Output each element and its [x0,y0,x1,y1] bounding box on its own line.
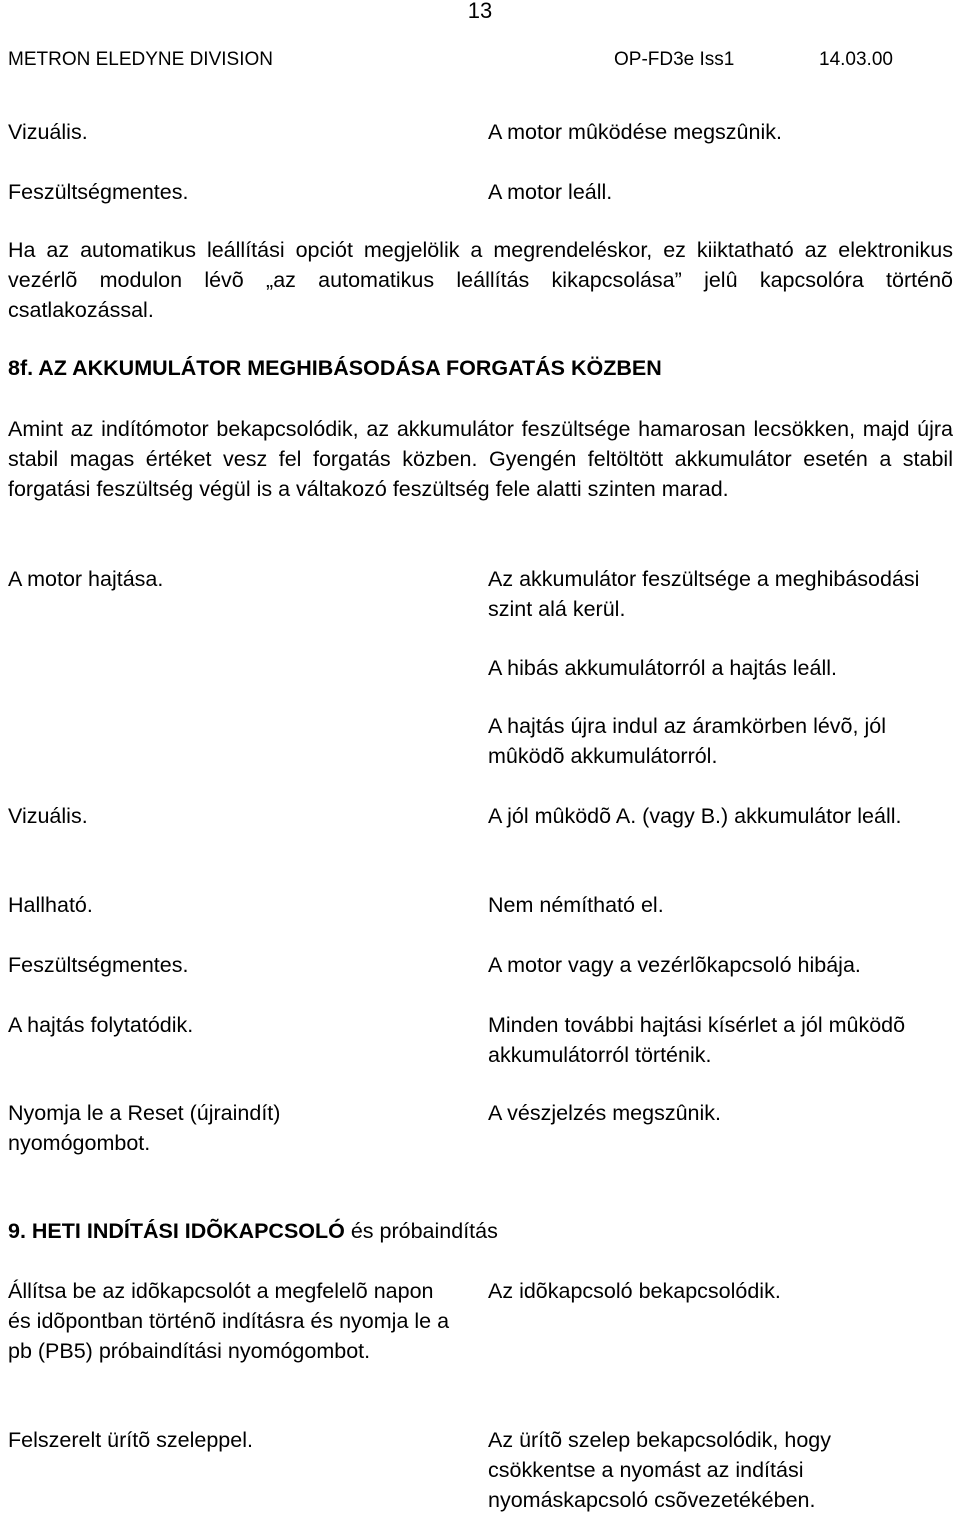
row-right: Minden további hajtási kísérlet a jól mûködõ akkumulátorról történik. [488,1013,906,1067]
section-8f-heading: 8f. AZ AKKUMULÁTOR MEGHIBÁSODÁSA FORGATÁS KÖZBEN [8,356,662,380]
row-left: A motor hajtása. [8,567,164,591]
header-doc-code: OP-FD3e Iss1 [614,49,735,70]
row-left: Állítsa be az idõkapcsolót a megfelelõ napon és idõpontban történõ indításra és nyomja le a pb (PB5) próbaindítási nyomógombot. [8,1279,450,1363]
section-9-heading-rest: és próbaindítás [344,1219,498,1243]
row-right: Az akkumulátor feszültsége a meghibásodási szint alá kerül. [488,567,920,621]
row-left: A hajtás folytatódik. [8,1013,194,1037]
section-9-heading-bold: 9. HETI INDÍTÁSI IDÕKAPCSOLÓ [8,1219,345,1243]
row-right: Az ürítõ szelep bekapcsolódik, hogy csökkentse a nyomást az indítási nyomáskapcsoló csõvezetékében. [488,1428,832,1512]
row-right: A motor leáll. [488,180,613,204]
header-company: METRON ELEDYNE DIVISION [8,49,273,70]
row-left: Vizuális. [8,804,88,828]
section-8f-paragraph: Amint az indítómotor bekapcsolódik, az akkumulátor feszültsége hamarosan lecsökken, majd újra stabil magas értéket vesz fel forgatás közben. Gyengén feltöltött akkumulátor esetén a stabil forgatási feszültség végül is a váltakozó feszültség fele alatti szinten marad. [8,417,953,501]
row-right: A jól mûködõ A. (vagy B.) akkumulátor leáll. [488,804,902,828]
row-left: Nyomja le a Reset (újraindít) nyomógombot. [8,1101,281,1155]
page-number: 13 [467,0,493,23]
row-right: A vészjelzés megszûnik. [488,1101,722,1125]
section-9-heading [8,1216,953,1246]
row-right: A motor mûködése megszûnik. [488,120,782,144]
row-right: A hibás akkumulátorról a hajtás leáll. [488,656,837,680]
row-left: Feszültségmentes. [8,180,189,204]
row-left: Felszerelt ürítõ szeleppel. [8,1428,253,1452]
row-right: A hajtás újra indul az áramkörben lévõ, jól mûködõ akkumulátorról. [488,714,886,768]
row-right: Nem némítható el. [488,893,664,917]
row-left: Hallható. [8,893,93,917]
header-date: 14.03.00 [819,49,893,70]
auto-shutdown-paragraph: Ha az automatikus leállítási opciót megjelölik a megrendeléskor, ez kiiktatható az elektronikus vezérlõ modulon lévõ „az automatikus leállítás kikapcsolása” jelû kapcsolóra történõ csatlakozással. [8,238,953,322]
row-right: Az idõkapcsoló bekapcsolódik. [488,1279,781,1303]
row-left: Vizuális. [8,120,88,144]
row-left: Feszültségmentes. [8,953,189,977]
row-right: A motor vagy a vezérlõkapcsoló hibája. [488,953,861,977]
